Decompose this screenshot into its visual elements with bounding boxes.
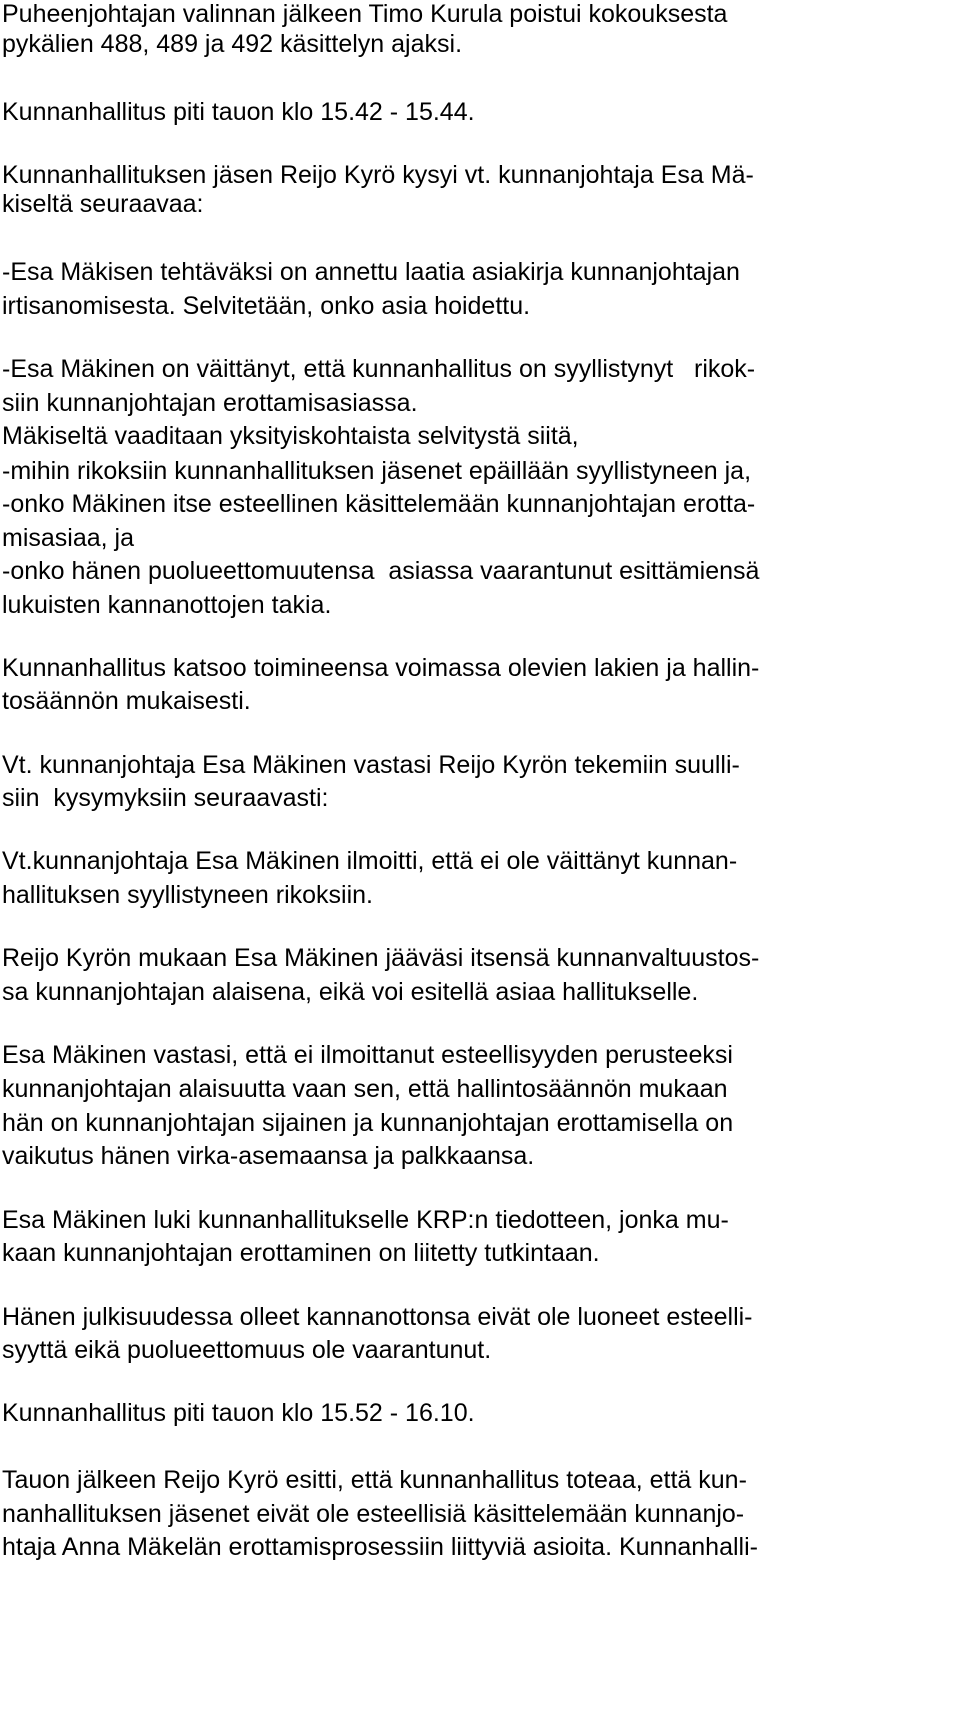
text-line: Tauon jälkeen Reijo Kyrö esitti, että kunnanhallitus toteaa, että kun-	[2, 1466, 747, 1494]
text-line: Esa Mäkinen luki kunnanhallitukselle KRP:n tiedotteen, jonka mu-	[2, 1206, 729, 1234]
text-line: Mäkiseltä vaaditaan yksityiskohtaista selvitystä siitä,	[2, 422, 579, 450]
text-line: tosäännön mukaisesti.	[2, 687, 251, 715]
text-line: Kunnanhallitus katsoo toimineensa voimassa olevien lakien ja hallin-	[2, 654, 760, 682]
text-line: -Esa Mäkinen on väittänyt, että kunnanhallitus on syyllistynyt rikok-	[2, 355, 756, 383]
text-line: lukuisten kannanottojen takia.	[2, 591, 332, 619]
text-line: sa kunnanjohtajan alaisena, eikä voi esitellä asiaa hallitukselle.	[2, 978, 699, 1006]
text-line: Reijo Kyrön mukaan Esa Mäkinen jääväsi itsensä kunnanvaltuustos-	[2, 944, 760, 972]
text-line: kaan kunnanjohtajan erottaminen on liitetty tutkintaan.	[2, 1239, 600, 1267]
text-line: htaja Anna Mäkelän erottamisprosessiin liittyviä asioita. Kunnanhalli-	[2, 1533, 758, 1561]
text-line: Hänen julkisuudessa olleet kannanottonsa eivät ole luoneet esteelli-	[2, 1303, 753, 1331]
text-line: pykälien 488, 489 ja 492 käsittelyn ajaksi.	[2, 30, 463, 58]
text-line: siin kysymyksiin seuraavasti:	[2, 784, 329, 812]
text-line: -onko hänen puolueettomuutensa asiassa vaarantunut esittämiensä	[2, 557, 760, 585]
text-line: syyttä eikä puolueettomuus ole vaarantunut.	[2, 1336, 492, 1364]
text-line: kunnanjohtajan alaisuutta vaan sen, että hallintosäännön mukaan	[2, 1075, 728, 1103]
text-line: Kunnanhallituksen jäsen Reijo Kyrö kysyi vt. kunnanjohtaja Esa Mä-	[2, 161, 754, 189]
text-line: -onko Mäkinen itse esteellinen käsittelemään kunnanjohtajan erotta-	[2, 490, 756, 518]
text-line: misasiaa, ja	[2, 524, 134, 552]
text-line: Puheenjohtajan valinnan jälkeen Timo Kurula poistui kokouksesta	[2, 0, 728, 28]
text-line: vaikutus hänen virka-asemaansa ja palkkaansa.	[2, 1142, 535, 1170]
text-line: hallituksen syyllistyneen rikoksiin.	[2, 881, 373, 909]
text-line: Kunnanhallitus piti tauon klo 15.52 - 16.10.	[2, 1399, 475, 1427]
text-line: -mihin rikoksiin kunnanhallituksen jäsenet epäillään syyllistyneen ja,	[2, 457, 752, 485]
text-line: Vt. kunnanjohtaja Esa Mäkinen vastasi Reijo Kyrön tekemiin suulli-	[2, 751, 740, 779]
text-line: Kunnanhallitus piti tauon klo 15.42 - 15.44.	[2, 98, 475, 126]
text-line: nanhallituksen jäsenet eivät ole esteellisiä käsittelemään kunnanjo-	[2, 1500, 745, 1528]
text-line: Vt.kunnanjohtaja Esa Mäkinen ilmoitti, että ei ole väittänyt kunnan-	[2, 847, 738, 875]
text-line: siin kunnanjohtajan erottamisasiassa.	[2, 389, 418, 417]
text-line: hän on kunnanjohtajan sijainen ja kunnanjohtajan erottamisella on	[2, 1109, 734, 1137]
text-line: irtisanomisesta. Selvitetään, onko asia hoidettu.	[2, 292, 531, 320]
text-line: -Esa Mäkisen tehtäväksi on annettu laatia asiakirja kunnanjohtajan	[2, 258, 740, 286]
text-line: Esa Mäkinen vastasi, että ei ilmoittanut esteellisyyden perusteeksi	[2, 1041, 733, 1069]
text-line: kiseltä seuraavaa:	[2, 190, 204, 218]
